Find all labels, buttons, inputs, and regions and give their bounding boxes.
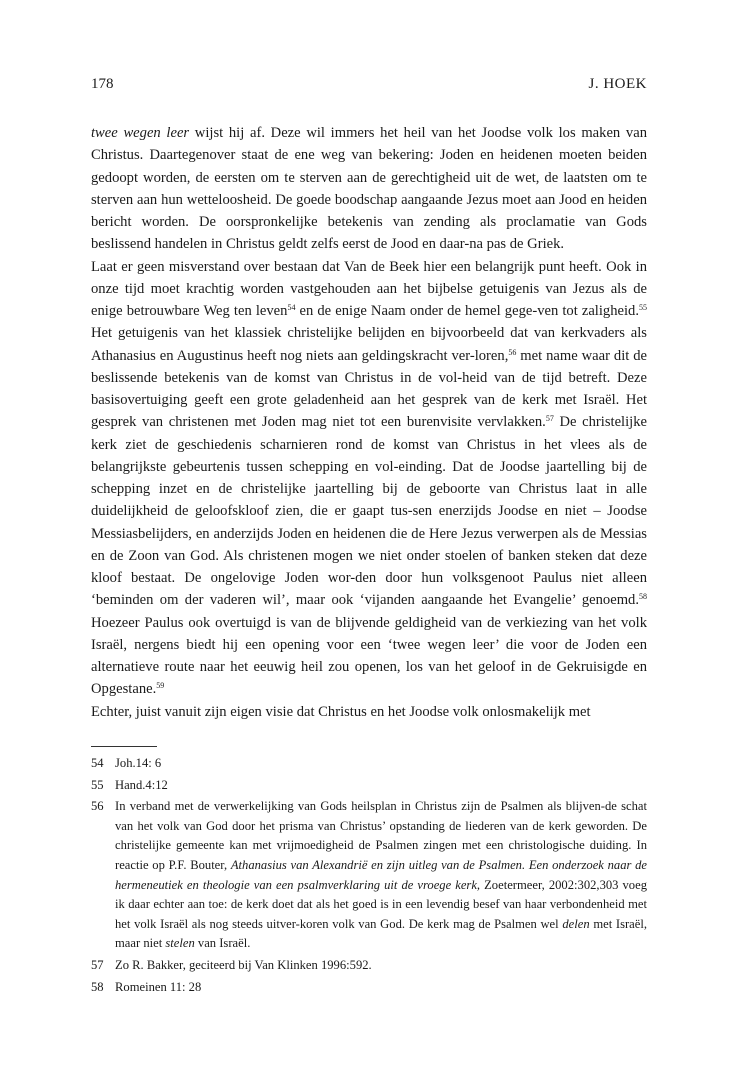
footnote-ref-56[interactable]: 56 — [508, 347, 517, 357]
main-text — [91, 122, 647, 723]
footnote-number: 58 — [91, 979, 104, 994]
footnotes — [91, 754, 647, 999]
running-head-author: J. HOEK — [588, 76, 647, 92]
paragraph-1 — [91, 122, 647, 256]
paragraph-2-text-5: De christelijke kerk ziet de geschiedenis scharnieren rond de komst van Christus in het vlees als de belangrijkste gebeurtenis tussen schepping en vol-einding. Dat de Joodse jaartelling bij de schepping inzet en de christelijke jaartelling bij de geboorte van Christus laat in alle duidelijkheid de geloofskloof zien, die er gaapt tus-sen enerzijds Joodse en niet – Joodse Messiasbelijders, en anderzijds Joden en heidenen die de Here Jezus verwerpen als de Messias en de Zoon van God. Als christenen mogen we niet onder stoelen of banken steken dat deze kloof bestaat. De ongelovige Joden wor-den door hun volksgenoot Paulus niet alleen ‘beminden om der vaderen wil’, maar ook ‘vijanden aangaande het Evangelie’ genoemd. — [91, 414, 647, 609]
footnote-text-part: van Israël. — [194, 936, 251, 951]
footnote-ref-57[interactable]: 57 — [545, 414, 554, 424]
italic-term: twee wegen leer — [91, 125, 190, 141]
italic-word-stelen: stelen — [165, 936, 195, 951]
footnote-number: 56 — [91, 799, 104, 814]
footnote-ref-54[interactable]: 54 — [287, 303, 296, 312]
footnote-text: Joh.14: 6 — [115, 756, 162, 770]
footnote-55 — [91, 776, 647, 796]
footnote-text-part: Zoetermeer, 2002:302,303 voeg ik daar echter aan toe: de kerk doet dat als het goed is in een levendig besef van haar verbondenheid met het volk Israël als nog steeds uitver-koren volk van God. De kerk mag de Psalmen wel — [115, 877, 647, 931]
paragraph-2-text-1: Laat er geen misverstand over bestaan dat Van de Beek hier een belangrijk punt heeft. Ook in onze tijd moet krachtig worden vastgehouden aan het bijbelse getuigenis van Jezus als de enige betrouwbare Weg ten leven — [91, 258, 647, 319]
footnote-ref-58[interactable]: 58 — [639, 592, 647, 602]
paragraph-2 — [91, 256, 647, 701]
footnote-number: 55 — [91, 777, 104, 792]
footnote-number: 54 — [91, 756, 104, 770]
footnote-text-part: In verband met de verwerkelijking van Gods heilsplan in Christus zijn de Psalmen als blijven-de schat van het volk van God door het prisma van Christus’ opstanding de liederen van de kerk geworden. De christelijke gemeente kan met vrijmoedigheid de Psalmen zingen met een christologische duiding. In reactie op P.F. Bouter, — [115, 799, 647, 872]
footnote-58 — [91, 978, 647, 998]
paragraph-2-text-2: en de enige Naam onder de hemel gege-ven tot zaligheid. — [295, 303, 639, 319]
footnote-56 — [91, 797, 647, 954]
book-title: Athanasius van Alexandrië en zijn uitleg van de Psalmen. Een onderzoek naar de hermeneutiek en theologie van een psalmverklaring uit de vroege kerk, — [115, 857, 647, 892]
footnote-divider — [91, 746, 157, 747]
paragraph-1-text: wijst hij af. Deze wil immers het heil van het Joodse volk los maken van Christus. Daartegenover staat de ene weg van bekering: Joden en heidenen moeten beiden gedoopt worden, de eersten om te sterven aan de gerechtigheid uit de wet, de laatsten om te sterven aan hun wetteloosheid. De goede boodschap aangaande Jezus moet aan Jood en heiden bericht worden. De oorspronkelijke betekenis van zending als proclamatie van Gods beslissend handelen in Christus geldt zelfs eerst de Jood en daar-na pas de Griek. — [91, 125, 647, 253]
footnote-57 — [91, 956, 647, 976]
footnote-ref-59[interactable]: 59 — [156, 681, 165, 691]
footnote-text: Zo R. Bakker, geciteerd bij Van Klinken 1996:592. — [115, 957, 372, 972]
footnote-ref-55[interactable]: 55 — [639, 303, 647, 312]
page-header — [91, 76, 647, 98]
footnote-text — [115, 797, 647, 954]
italic-word-delen: delen — [562, 916, 590, 931]
footnote-text: Romeinen 11: 28 — [115, 979, 202, 994]
footnote-text-part: met Israël, maar niet — [115, 916, 648, 951]
footnote-text: Hand.4:12 — [115, 777, 168, 792]
paragraph-2-text-6: Hoezeer Paulus ook overtuigd is van de blijvende geldigheid van de verkiezing van het volk Israël, nergens biedt hij een opening voor een ‘twee wegen leer’ die voor de Joden een alternatieve route naar het eeuwig heil zou openen, los van het geloof in de Gekruisigde en Opgestane. — [91, 614, 647, 698]
page-number: 178 — [91, 76, 114, 92]
footnote-54 — [91, 754, 647, 774]
footnote-number: 57 — [91, 957, 104, 972]
paragraph-2-text-4: met name waar dit de beslissende betekenis van de komst van Christus in de vol-heid van de tijd betreft. Deze basisovertuiging geeft een grote geladenheid aan het gesprek van de kerk met Israël. Het gesprek van christenen met Joden mag niet tot een burenvisite vervlakken. — [91, 347, 648, 431]
paragraph-3: Echter, juist vanuit zijn eigen visie dat Christus en het Joodse volk onlosmakelijk met — [91, 703, 591, 720]
paragraph-2-text-3: Het getuigenis van het klassiek christelijke belijden en bijvoorbeeld dat van kerkvaders als Athanasius en Augustinus heeft nog niets aan geldingskracht ver-loren, — [91, 325, 647, 364]
